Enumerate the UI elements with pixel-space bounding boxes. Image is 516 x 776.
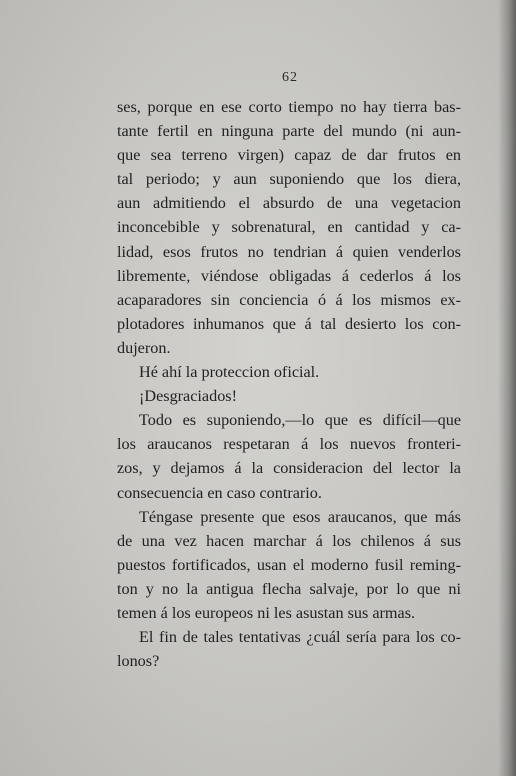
text-line: libremente, viéndose obligadas á cederlos á los — [117, 266, 461, 285]
text-line: ses, porque en ese corto tiempo no hay tierra bas- — [117, 98, 461, 116]
page-gutter-shadow — [498, 0, 516, 776]
text-line: de una vez hacen marchar á los chilenos á sus — [117, 531, 461, 550]
text-line: Hé ahí la proteccion oficial. — [139, 363, 320, 382]
text-line: tal periodo; y aun suponiendo que los diera, — [117, 170, 461, 189]
text-line: El fin de tales tentativas ¿cuál sería para los co- — [139, 628, 461, 647]
text-line: inconcebible y sobrenatural, en cantidad y ca- — [117, 218, 461, 237]
text-line: plotadores inhumanos que á tal desierto los con- — [117, 314, 461, 333]
text-line: consecuencia en caso contrario. — [117, 483, 322, 502]
text-line: tante fertil en ninguna parte del mundo (ni aun- — [117, 122, 461, 141]
text-line: temen á los europeos ni les asustan sus armas. — [117, 603, 416, 622]
text-line: Téngase presente que esos araucanos, que más — [139, 507, 461, 526]
text-line: dujeron. — [117, 338, 171, 357]
text-line: que sea terreno virgen) capaz de dar frutos en — [117, 146, 461, 165]
text-line: Todo es suponiendo,—lo que es difícil—que — [139, 411, 461, 430]
text-line: los araucanos respetaran á los nuevos fronteri- — [117, 435, 461, 454]
text-line: puestos fortificados, usan el moderno fusil reming- — [117, 555, 461, 574]
text-line: lidad, esos frutos no tendrian á quien venderlos — [117, 242, 461, 261]
text-line: lonos? — [117, 652, 160, 671]
text-line: aun admitiendo el absurdo de una vegetacion — [117, 194, 461, 213]
text-line: ¡Desgraciados! — [139, 387, 237, 406]
body-text — [117, 95, 461, 673]
text-line: acaparadores sin conciencia ó á los mismos ex- — [117, 290, 461, 309]
text-line: ton y no la antigua flecha salvaje, por lo que ni — [117, 579, 461, 598]
text-line: zos, y dejamos á la consideracion del lector la — [117, 459, 461, 478]
page-number: 62 — [282, 70, 298, 85]
